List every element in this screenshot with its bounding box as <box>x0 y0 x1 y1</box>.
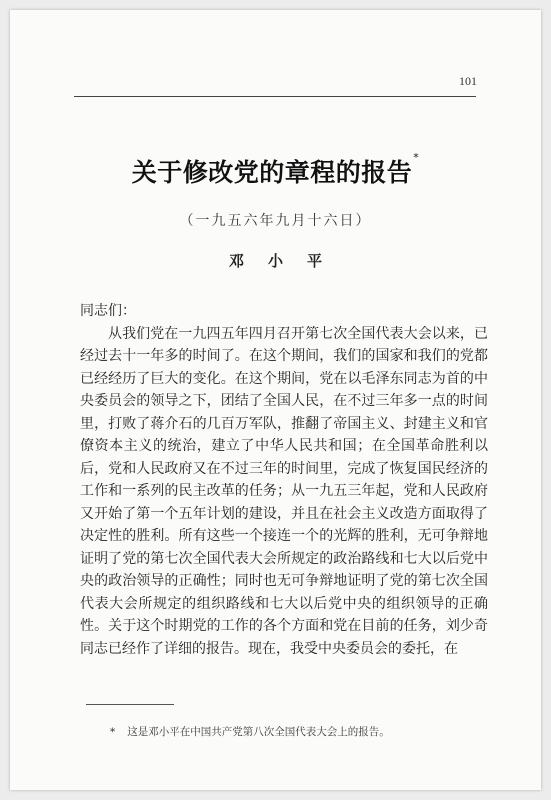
salutation: 同志们： <box>80 303 136 319</box>
author-name: 邓小平 <box>228 252 346 270</box>
footnote-rule <box>86 704 174 705</box>
footnote-mark: * <box>110 726 116 738</box>
paragraph: 从我们党在一九四五年四月召开第七次全国代表大会以来，已经过去十一年多的时间了。在这个期间，我们的国家和我们的党都已经经历了巨大的变化。在这个期间，党在以毛泽东同志为首的中央委员会的领导之下，团结了全国人民，在不过三年多一点的时间里，打败了蒋介石的几百万军队，推翻了帝国主义、封建主义和官僚资本主义的统治，建立了中华人民共和国；在全国革命胜利以后，党和人民政府又在不过三年的时间里，完成了恢复国民经济的工作和一系列的民主改革的任务；从一九五三年起，党和人民政府又开始了第一个五年计划的建设，并且在社会主义改造方面取得了决定性的胜利。所有这些一个接连一个的光辉的胜利，无可争辩地证明了党的第七次全国代表大会所规定的政治路线和七大以后党中央的政治领导的正确性；同时也无可争辩地证明了党的第七次全国代表大会所规定的组织路线和七大以后党中央的组织领导的正确性。关于这个时期党的工作的各个方面和党在目前的任务，刘少奇同志已经作了详细的报告。现在，我受中央委员会的委托，在 <box>80 325 488 657</box>
book-page <box>10 10 541 790</box>
document-title <box>10 153 541 189</box>
footnote <box>110 724 390 739</box>
title-footnote-mark: * <box>413 151 420 164</box>
header-rule <box>74 96 476 97</box>
document-date: （一九五六年九月十六日） <box>179 213 372 229</box>
footnote-text: 这是邓小平在中国共产党第八次全国代表大会上的报告。 <box>127 726 390 738</box>
page-number: 101 <box>459 74 477 88</box>
title-text: 关于修改党的章程的报告 <box>131 158 413 187</box>
body-text <box>80 300 488 660</box>
